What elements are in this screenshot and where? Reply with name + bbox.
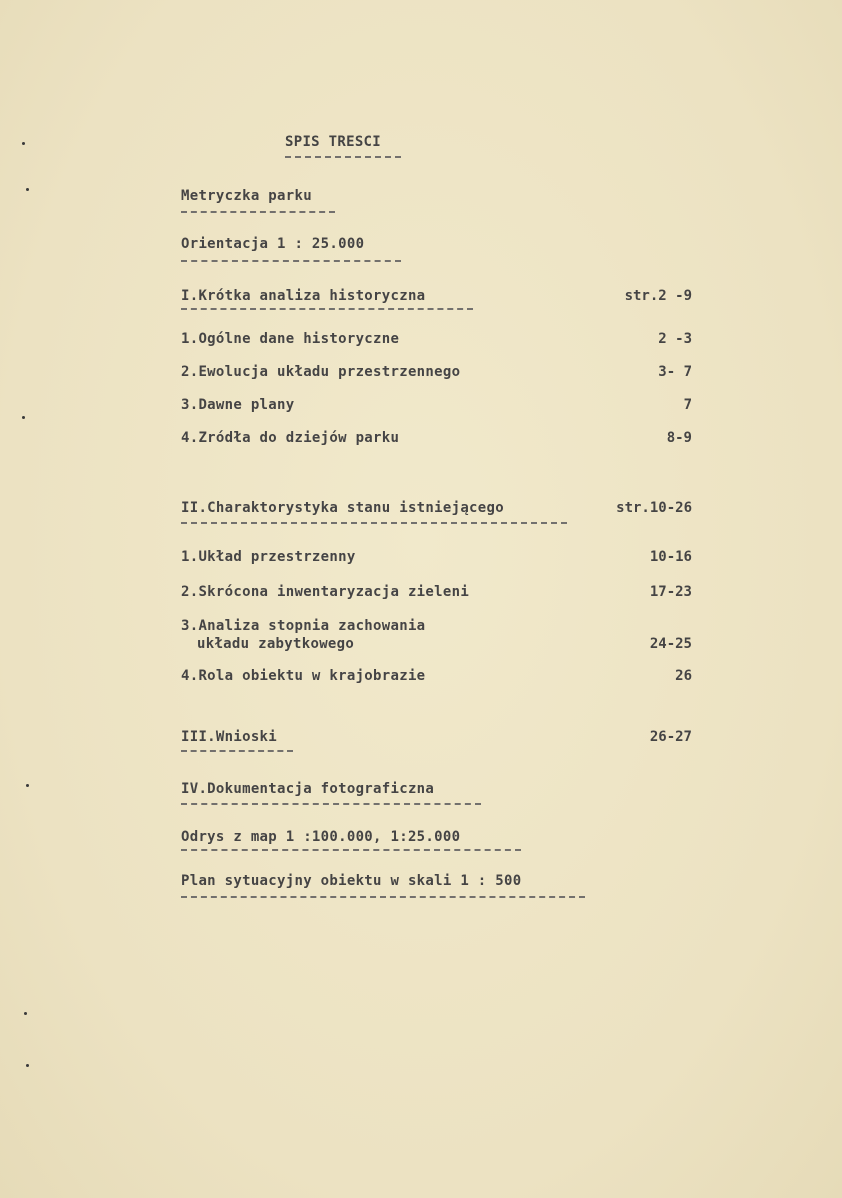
toc-section-3: III.Wnioski (181, 729, 278, 745)
page-title: SPIS TRESCI (285, 134, 382, 150)
toc-underline (181, 803, 481, 805)
toc-section-2: II.Charaktorystyka stanu istniejącego (181, 500, 504, 516)
toc-page: 10-16 (649, 549, 692, 565)
toc-page: 17-23 (649, 584, 692, 600)
toc-item-plan: Plan sytuacyjny obiektu w skali 1 : 500 (181, 873, 522, 889)
toc-item: 1.Układ przestrzenny (181, 549, 356, 565)
toc-page: str.10-26 (616, 500, 692, 516)
toc-item-continued: układu zabytkowego (197, 636, 355, 652)
toc-item-orientacja: Orientacja 1 : 25.000 (181, 236, 365, 252)
edge-mark (26, 188, 29, 191)
edge-mark (22, 142, 25, 145)
toc-underline (181, 849, 521, 851)
toc-underline (181, 260, 401, 262)
toc-section-1: I.Krótka analiza historyczna (181, 288, 426, 304)
toc-page: 2 -3 (658, 331, 692, 347)
edge-mark (22, 416, 25, 419)
toc-page: 7 (683, 397, 692, 413)
toc-page: str.2 -9 (624, 288, 692, 304)
toc-item: 2.Skrócona inwentaryzacja zieleni (181, 584, 470, 600)
toc-underline (181, 522, 567, 524)
toc-page: 3- 7 (658, 364, 692, 380)
toc-underline (181, 211, 335, 213)
toc-item-odrys: Odrys z map 1 :100.000, 1:25.000 (181, 829, 461, 845)
toc-item: 2.Ewolucja układu przestrzennego (181, 364, 461, 380)
edge-mark (26, 1064, 29, 1067)
toc-item-metryczka: Metryczka parku (181, 188, 312, 204)
toc-section-4: IV.Dokumentacja fotograficzna (181, 781, 435, 797)
toc-item: 3.Dawne plany (181, 397, 295, 413)
edge-mark (24, 1012, 27, 1015)
toc-item: 4.Rola obiektu w krajobrazie (181, 668, 426, 684)
edge-mark (26, 784, 29, 787)
toc-page: 26-27 (649, 729, 692, 745)
toc-underline (181, 896, 585, 898)
title-underline (285, 156, 401, 158)
toc-item: 3.Analiza stopnia zachowania (181, 618, 426, 634)
toc-page: 26 (675, 668, 692, 684)
toc-underline (181, 750, 293, 752)
toc-item: 4.Zródła do dziejów parku (181, 430, 400, 446)
toc-item: 1.Ogólne dane historyczne (181, 331, 400, 347)
toc-underline (181, 308, 473, 310)
toc-page: 8-9 (666, 430, 692, 446)
toc-page: 24-25 (649, 636, 692, 652)
